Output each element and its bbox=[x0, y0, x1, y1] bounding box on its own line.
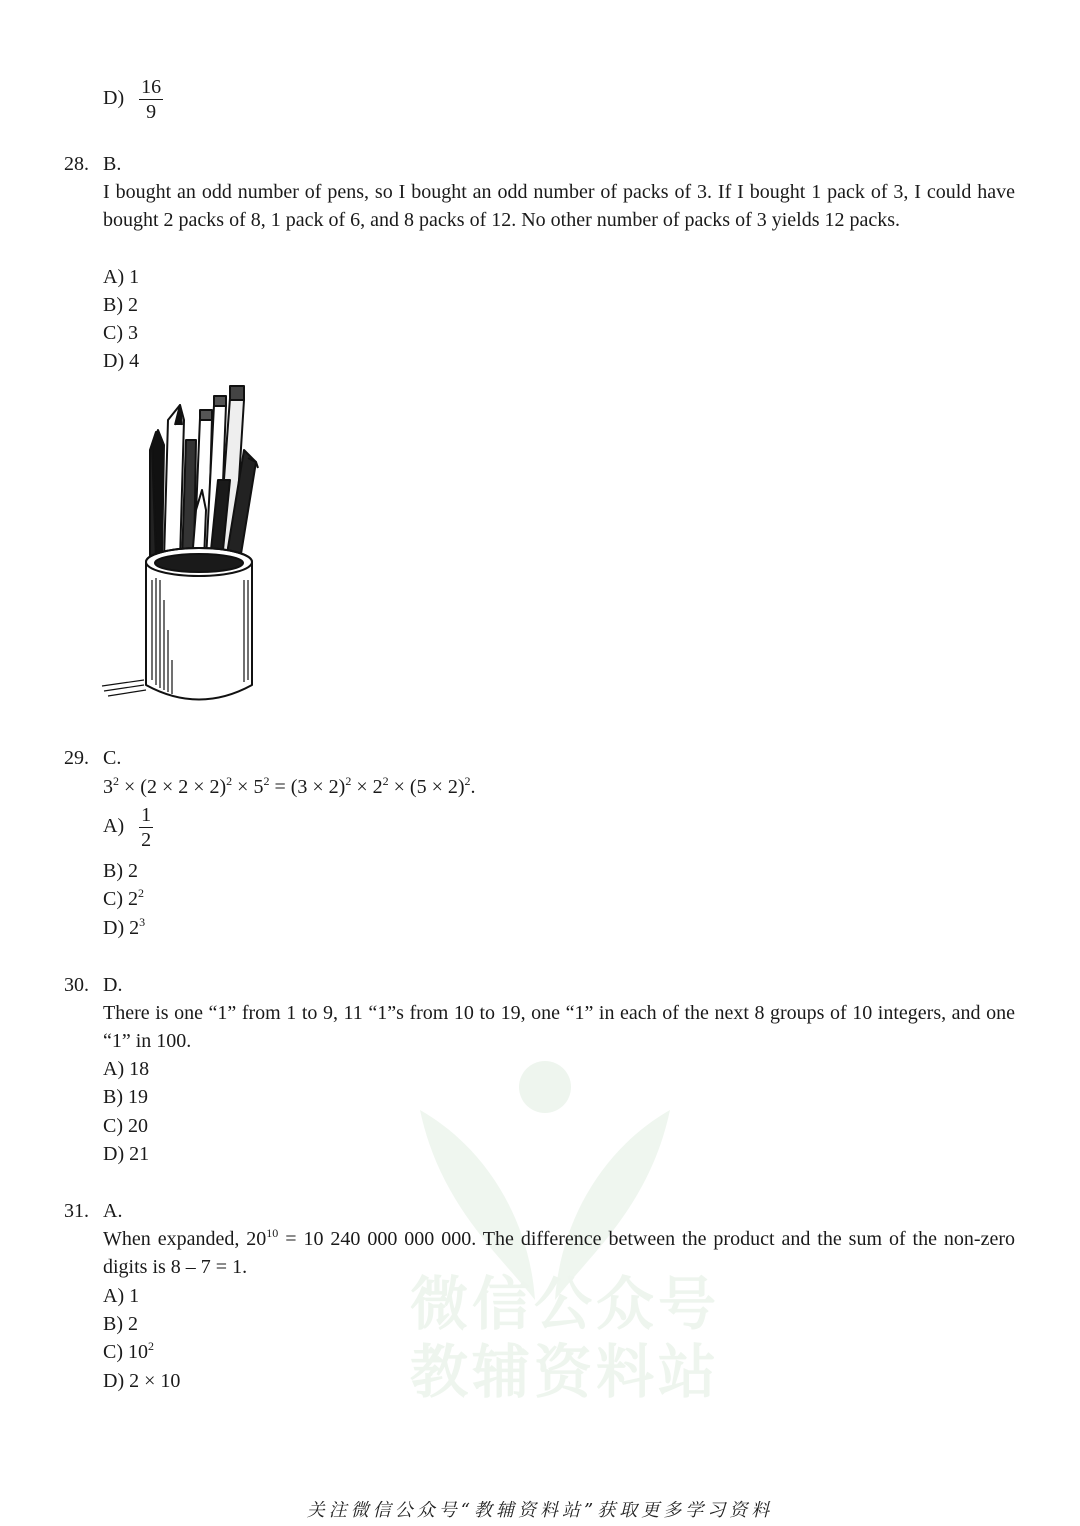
q29-answer: C. bbox=[103, 747, 122, 769]
q28-option-c: C) 3 bbox=[103, 322, 138, 344]
q29-option-c bbox=[103, 885, 144, 913]
eq-exponent: 2 bbox=[345, 774, 352, 788]
eq-term: . bbox=[470, 776, 476, 798]
q31-option-c bbox=[103, 1338, 154, 1366]
q28-answer: B. bbox=[103, 153, 122, 175]
q28-explanation: I bought an odd number of pens, so I bought an odd number of packs of 3. If I bought 1 pack of 3, I could have bought 2 packs of 8, 1 pack of 6, and 8 packs of 12. No other number of packs of 3 yields 12 packs. bbox=[103, 181, 1015, 232]
q29-equation bbox=[103, 773, 476, 801]
q28-option-b: B) 2 bbox=[103, 294, 138, 316]
watermark-line2: 教辅资料站 bbox=[410, 1338, 721, 1406]
q30-answer: D. bbox=[103, 974, 123, 996]
fraction-denominator: 2 bbox=[141, 829, 152, 851]
exp-text: When expanded, 20 bbox=[103, 1228, 267, 1250]
option-label: A) bbox=[103, 815, 125, 838]
q29-option-b: B) 2 bbox=[103, 860, 138, 882]
q31-option-d: D) 2 × 10 bbox=[103, 1370, 181, 1392]
eq-exponent: 2 bbox=[382, 774, 389, 788]
q31-answer: A. bbox=[103, 1200, 123, 1222]
fraction-numerator: 1 bbox=[141, 804, 152, 826]
option-label: D) 2 bbox=[103, 917, 140, 939]
eq-exponent: 2 bbox=[464, 774, 471, 788]
q30-option-a: A) 18 bbox=[103, 1058, 150, 1080]
q29-option-a bbox=[103, 804, 153, 851]
fraction bbox=[139, 76, 163, 123]
eq-term: × (5 × 2) bbox=[388, 776, 465, 798]
exp-exponent: 10 bbox=[266, 1226, 279, 1240]
pencil-cup-illustration bbox=[98, 380, 268, 712]
q31-explanation bbox=[103, 1225, 1015, 1282]
q28-option-a: A) 1 bbox=[103, 266, 140, 288]
option-label: C) 10 bbox=[103, 1341, 148, 1363]
option-exponent: 2 bbox=[148, 1339, 154, 1353]
q29-number: 29. bbox=[64, 747, 89, 769]
option-label: D) bbox=[103, 87, 125, 110]
option-exponent: 3 bbox=[139, 915, 146, 929]
fraction bbox=[139, 804, 153, 851]
q29-option-d bbox=[103, 914, 145, 942]
eq-exponent: 2 bbox=[226, 774, 233, 788]
eq-term: 3 bbox=[103, 776, 113, 798]
watermark-line1: 微信公众号 bbox=[410, 1270, 721, 1338]
q31-number: 31. bbox=[64, 1200, 89, 1222]
top-option-d bbox=[103, 76, 163, 123]
q30-option-d: D) 21 bbox=[103, 1143, 150, 1165]
eq-term: × 5 bbox=[232, 776, 264, 798]
q31-option-b: B) 2 bbox=[103, 1313, 138, 1335]
eq-term: × (2 × 2 × 2) bbox=[119, 776, 227, 798]
option-exponent: 2 bbox=[138, 886, 144, 900]
q30-explanation: There is one “1” from 1 to 9, 11 “1”s from 10 to 19, one “1” in each of the next 8 groups of 10 integers, and one “1” in 100. bbox=[103, 1002, 1015, 1053]
eq-exponent: 2 bbox=[263, 774, 270, 788]
footer-note: 关注微信公众号“教辅资料站”获取更多学习资料 bbox=[306, 1500, 774, 1521]
eq-term: = (3 × 2) bbox=[269, 776, 346, 798]
eq-term: × 2 bbox=[351, 776, 383, 798]
q31-option-a: A) 1 bbox=[103, 1285, 140, 1307]
option-label: C) 2 bbox=[103, 888, 138, 910]
fraction-numerator: 16 bbox=[141, 76, 162, 98]
q30-number: 30. bbox=[64, 974, 89, 996]
exp-text: = 10 240 000 000 000. The difference between the product and the sum of the non-zero digits is 8 – 7 = 1. bbox=[103, 1228, 1016, 1279]
q30-option-c: C) 20 bbox=[103, 1115, 148, 1137]
q28-number: 28. bbox=[64, 153, 89, 175]
fraction-denominator: 9 bbox=[146, 101, 157, 123]
q30-option-b: B) 19 bbox=[103, 1086, 148, 1108]
eq-exponent: 2 bbox=[113, 774, 119, 788]
q28-option-d: D) 4 bbox=[103, 350, 140, 372]
